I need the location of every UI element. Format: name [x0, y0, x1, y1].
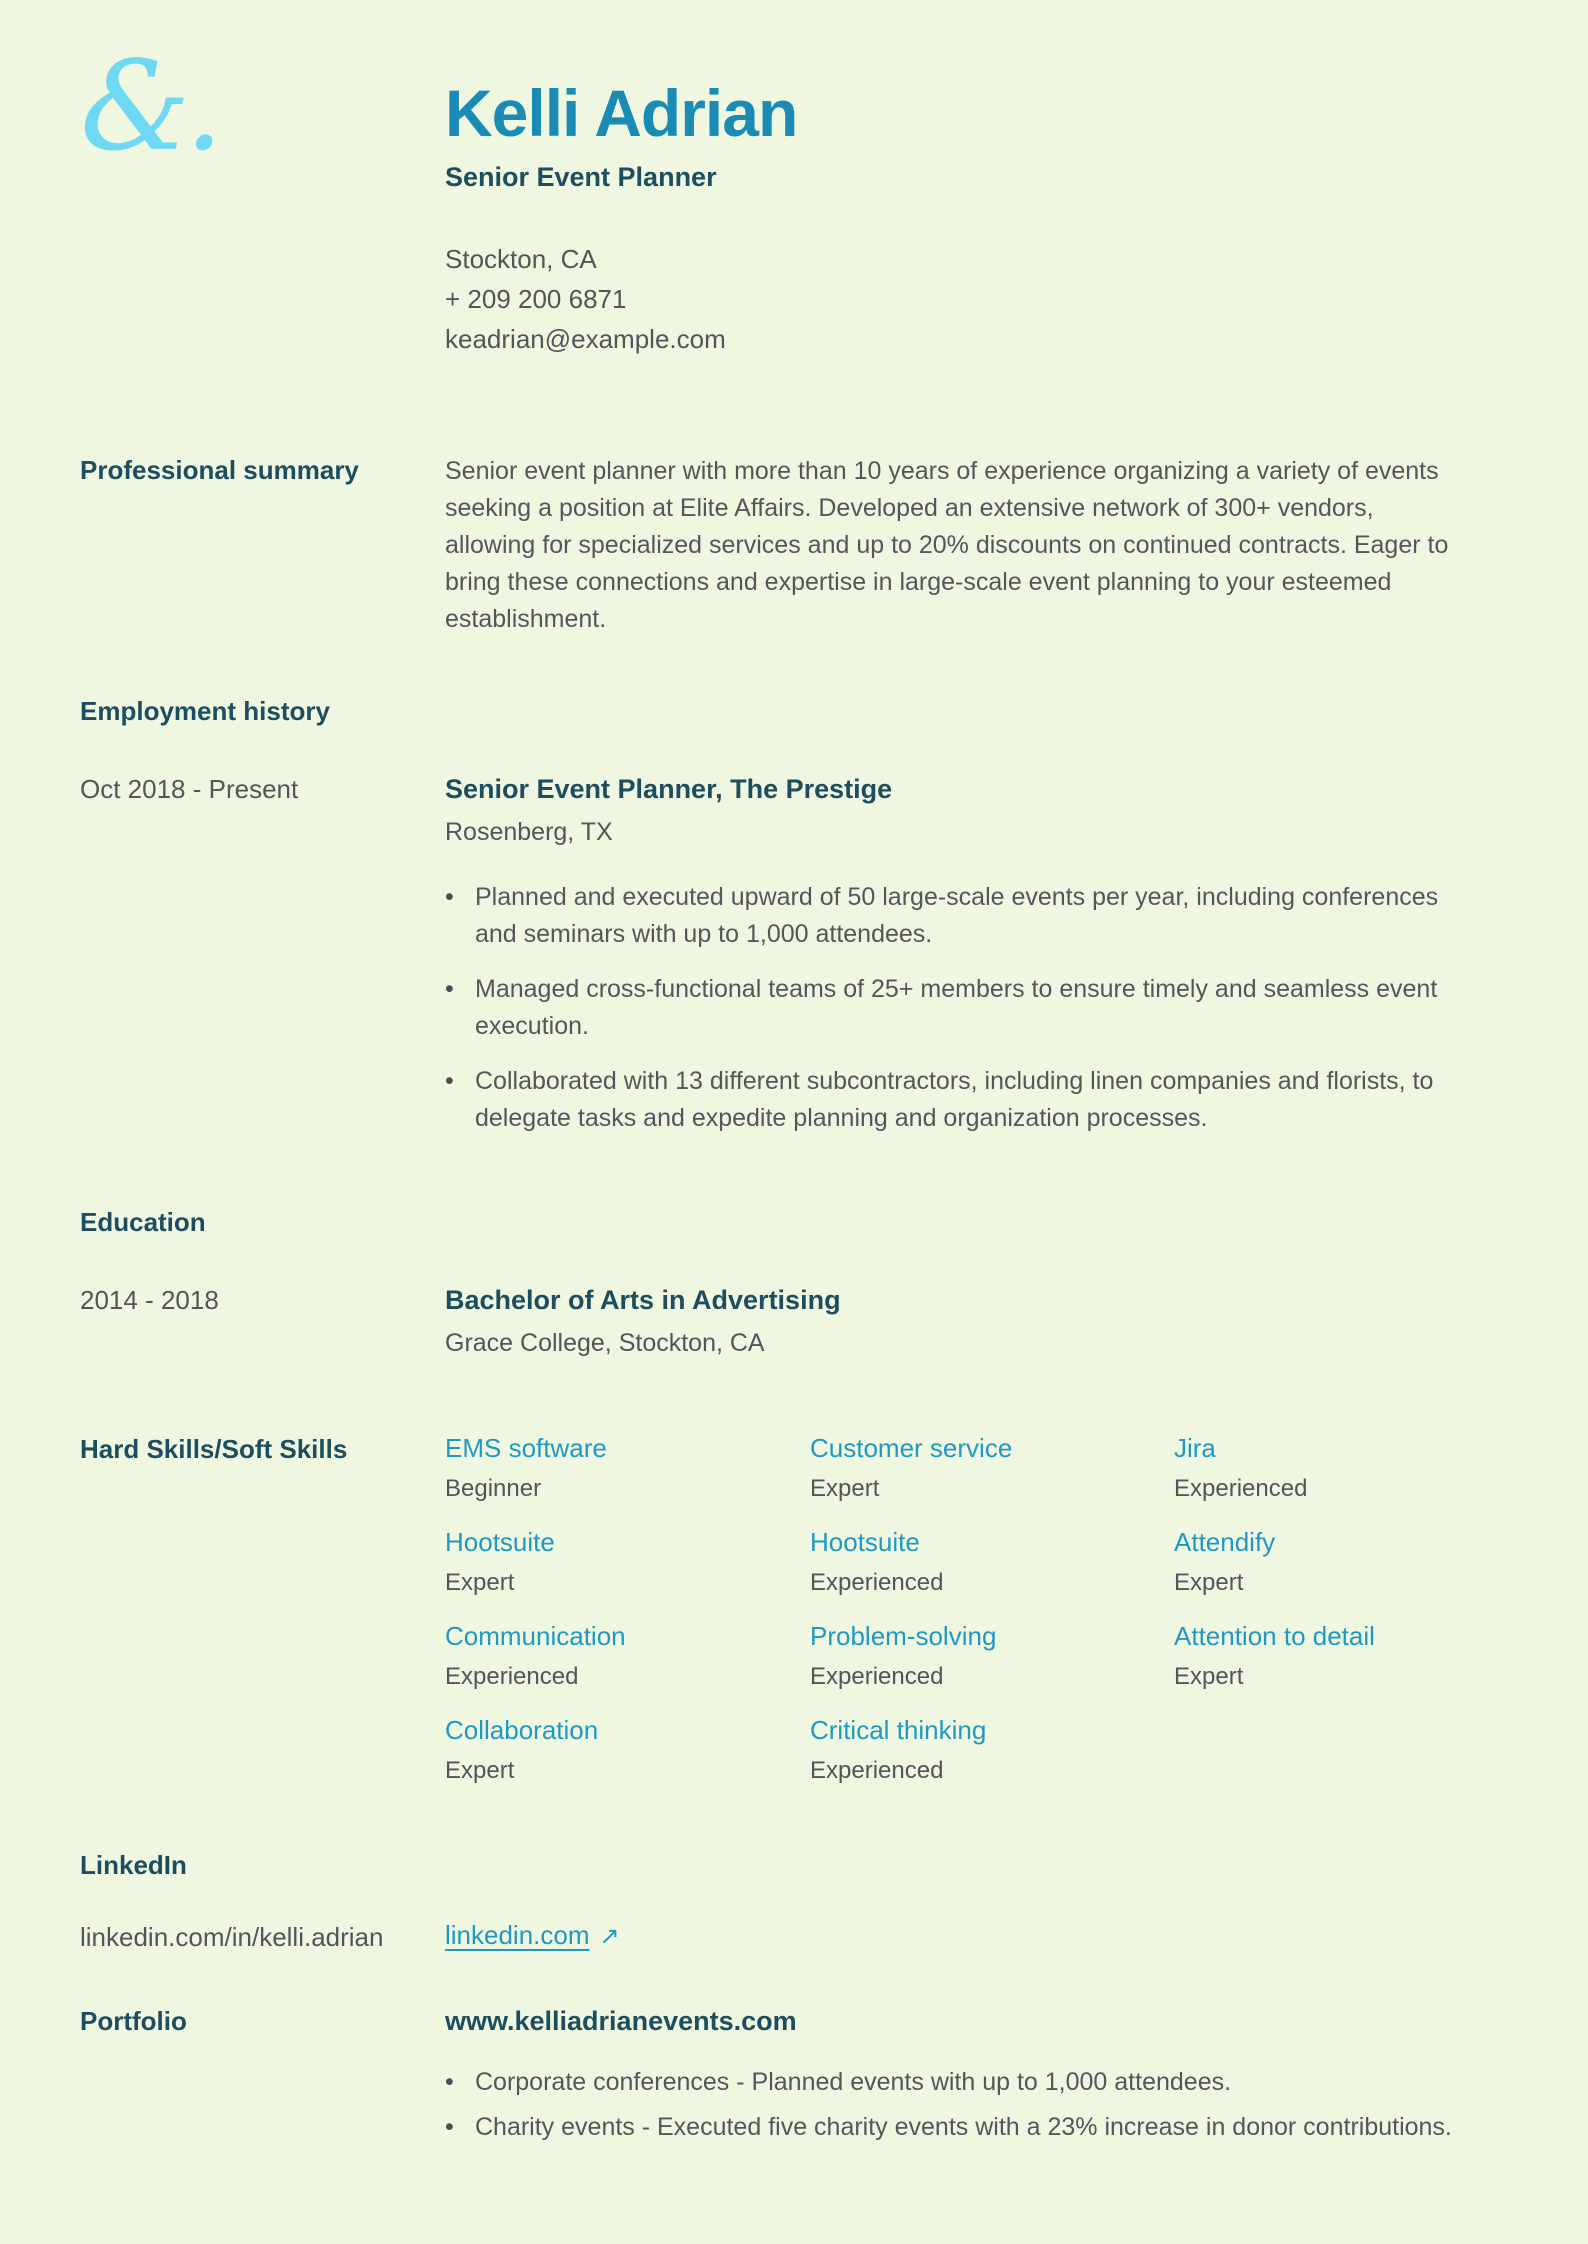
portfolio-bullet-text: Corporate conferences - Planned events with up to 1,000 attendees. [475, 2068, 1232, 2097]
linkedin-entry [80, 1920, 1510, 1954]
job-location: Rosenberg, TX [445, 818, 613, 847]
employment-entry [80, 772, 1510, 1155]
skills-grid [445, 1432, 1510, 1808]
skill-name: Jira [1174, 1433, 1216, 1464]
education-label: Education [80, 1207, 206, 1238]
skill-name: Attention to detail [1174, 1621, 1375, 1652]
education-school: Grace College, Stockton, CA [445, 1329, 765, 1358]
skill-item [1174, 1526, 1510, 1598]
professional-summary-label: Professional summary [80, 455, 359, 486]
section-linkedin [80, 1848, 1510, 1882]
education-degree: Bachelor of Arts in Advertising [445, 1285, 841, 1316]
skill-name: Collaboration [445, 1715, 599, 1746]
skill-item [810, 1620, 1174, 1692]
portfolio-label: Portfolio [80, 2006, 187, 2037]
skill-name: Critical thinking [810, 1715, 987, 1746]
skill-level: Beginner [445, 1475, 542, 1503]
bullet-icon: • [445, 883, 454, 912]
job-bullet-text: Collaborated with 13 different subcontractors, including linen companies and florists, to delegate tasks and expedite planning and organization processes. [475, 1067, 1434, 1133]
linkedin-handle: linkedin.com/in/kelli.adrian [80, 1922, 384, 1953]
list-item [445, 879, 1485, 953]
skill-level: Expert [810, 1475, 880, 1503]
education-details [445, 1283, 1510, 1358]
skill-name: Customer service [810, 1433, 1013, 1464]
list-item [445, 1063, 1485, 1137]
job-bullet-text: Planned and executed upward of 50 large-scale events per year, including conferences and seminars with up to 1,000 attendees. [475, 883, 1439, 949]
skill-item [445, 1714, 810, 1786]
job-dates: Oct 2018 - Present [80, 774, 299, 805]
section-portfolio [80, 2004, 1510, 2154]
ampersand-logo-icon: &. [80, 35, 218, 179]
skill-level: Experienced [810, 1757, 944, 1785]
skill-level: Experienced [1174, 1475, 1308, 1503]
bullet-icon: • [445, 2113, 454, 2142]
contact-email: keadrian@example.com [445, 324, 726, 355]
section-professional-summary [80, 453, 1510, 638]
job-details [445, 772, 1510, 1155]
external-link-arrow-icon: ↗ [599, 1923, 620, 1951]
section-employment-history [80, 694, 1510, 728]
portfolio-url: www.kelliadrianevents.com [445, 2006, 797, 2037]
contact-block [445, 239, 1510, 359]
list-item [445, 2109, 1485, 2146]
bullet-icon: • [445, 2068, 454, 2097]
job-title: Senior Event Planner, The Prestige [445, 774, 893, 805]
skill-item [445, 1620, 810, 1692]
skill-level: Expert [445, 1757, 515, 1785]
professional-summary-text: Senior event planner with more than 10 years of experience organizing a variety of events seeking a position at Elite Affairs. Developed an extensive network of 300+ vendors, allowing for specialized services and up to 20% discounts on continued contracts. Eager to bring these connections and expertise in large-scale event planning to your esteemed establishment. [445, 457, 1449, 634]
skill-name: EMS software [445, 1433, 607, 1464]
bullet-icon: • [445, 1067, 454, 1096]
linkedin-label: LinkedIn [80, 1850, 187, 1881]
portfolio-bullet-list [445, 2064, 1510, 2146]
portfolio-details [445, 2004, 1510, 2154]
skill-level: Expert [1174, 1663, 1244, 1691]
skill-name: Communication [445, 1621, 626, 1652]
skill-item [445, 1432, 810, 1504]
contact-location: Stockton, CA [445, 244, 597, 275]
linkedin-link[interactable]: linkedin.com [445, 1920, 590, 1951]
linkedin-link-wrap [445, 1920, 1510, 1954]
skill-level: Experienced [810, 1569, 944, 1597]
contact-phone: + 209 200 6871 [445, 284, 627, 315]
skill-level: Experienced [445, 1663, 579, 1691]
job-bullet-list [445, 879, 1510, 1137]
education-entry [80, 1283, 1510, 1358]
header-main [445, 55, 1510, 359]
skill-name: Hootsuite [810, 1527, 920, 1558]
list-item [445, 971, 1485, 1045]
candidate-name: Kelli Adrian [445, 76, 798, 150]
section-education [80, 1205, 1510, 1239]
skill-name: Attendify [1174, 1527, 1276, 1558]
skill-item [810, 1714, 1174, 1786]
skill-item [1174, 1620, 1510, 1692]
skill-item [445, 1526, 810, 1598]
portfolio-bullet-text: Charity events - Executed five charity events with a 23% increase in donor contributions. [475, 2113, 1452, 2142]
skill-level: Expert [1174, 1569, 1244, 1597]
skill-item [1174, 1432, 1510, 1504]
education-dates: 2014 - 2018 [80, 1285, 219, 1316]
skill-level: Expert [445, 1569, 515, 1597]
skill-name: Problem-solving [810, 1621, 997, 1652]
candidate-job-title: Senior Event Planner [445, 162, 717, 193]
employment-history-label: Employment history [80, 696, 330, 727]
skill-item [810, 1526, 1174, 1598]
list-item [445, 2064, 1485, 2101]
section-skills [80, 1432, 1510, 1808]
skill-name: Hootsuite [445, 1527, 555, 1558]
bullet-icon: • [445, 975, 454, 1004]
job-bullet-text: Managed cross-functional teams of 25+ members to ensure timely and seamless event execution. [475, 975, 1438, 1041]
skills-label: Hard Skills/Soft Skills [80, 1434, 348, 1465]
resume-header [80, 35, 1510, 359]
skill-level: Experienced [810, 1663, 944, 1691]
skill-item [810, 1432, 1174, 1504]
